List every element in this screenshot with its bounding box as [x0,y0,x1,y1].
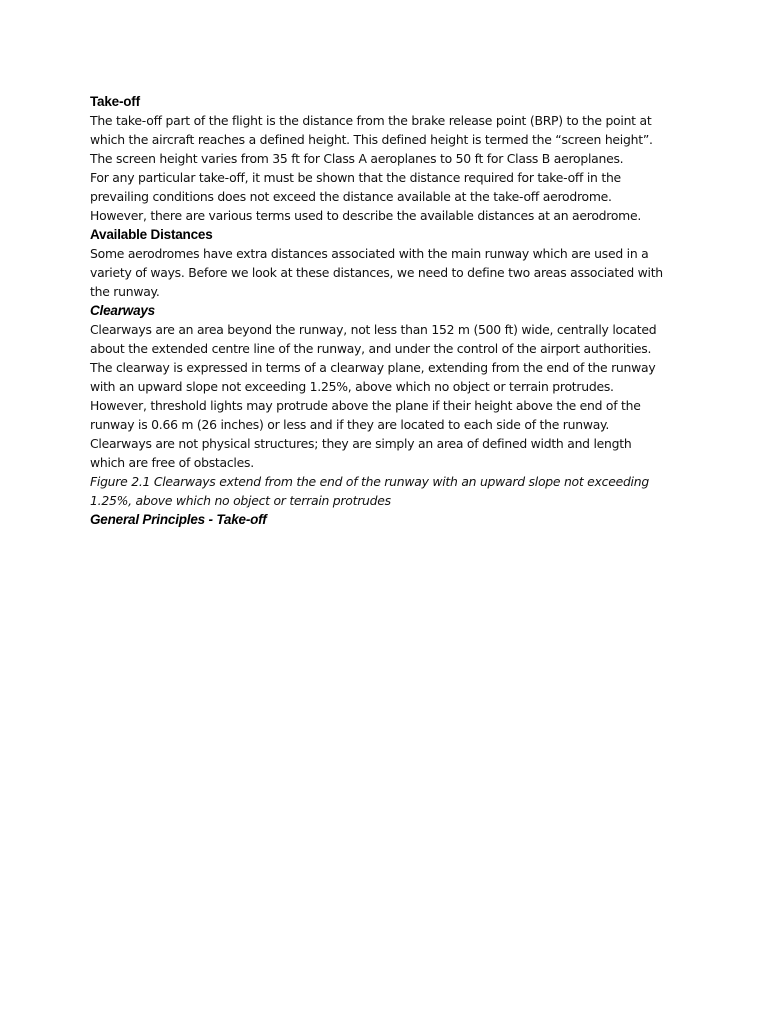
paragraph-line: about the extended centre line of the runway, and under the control of the airport authorities. [90,341,652,356]
paragraph-line: which are free of obstacles. [90,455,254,470]
paragraph-line: prevailing conditions does not exceed the distance available at the take-off aerodrome. [90,189,612,204]
paragraph-line: For any particular take-off, it must be shown that the distance required for take-off in the [90,170,621,185]
paragraph-line: the runway. [90,284,160,299]
paragraph-line: runway is 0.66 m (26 inches) or less and if they are located to each side of the runway. [90,417,610,432]
paragraph-line: variety of ways. Before we look at these distances, we need to define two areas associated with [90,265,663,280]
paragraph-line: with an upward slope not exceeding 1.25%, above which no object or terrain protrudes. [90,379,614,394]
paragraph-line: The screen height varies from 35 ft for Class A aeroplanes to 50 ft for Class B aeroplanes. [90,151,624,166]
heading-clearways: Clearways [90,303,155,318]
heading-general-principles: General Principles - Take-off [90,512,267,527]
figure-caption-line: 1.25%, above which no object or terrain protrudes [90,493,391,508]
paragraph-line: Clearways are not physical structures; they are simply an area of defined width and length [90,436,632,451]
paragraph-line: The take-off part of the flight is the distance from the brake release point (BRP) to the point at [90,113,652,128]
paragraph-line: The clearway is expressed in terms of a clearway plane, extending from the end of the runway [90,360,656,375]
figure-caption-line: Figure 2.1 Clearways extend from the end of the runway with an upward slope not exceeding [90,474,649,489]
paragraph-line: which the aircraft reaches a defined height. This defined height is termed the “screen height”. [90,132,653,147]
heading-take-off: Take-off [90,94,140,109]
paragraph-line: Clearways are an area beyond the runway, not less than 152 m (500 ft) wide, centrally located [90,322,657,337]
heading-available-distances: Available Distances [90,227,213,242]
document-page [90,92,680,529]
paragraph-line: Some aerodromes have extra distances associated with the main runway which are used in a [90,246,649,261]
paragraph-line: However, threshold lights may protrude above the plane if their height above the end of the [90,398,641,413]
paragraph-line: However, there are various terms used to describe the available distances at an aerodrome. [90,208,642,223]
